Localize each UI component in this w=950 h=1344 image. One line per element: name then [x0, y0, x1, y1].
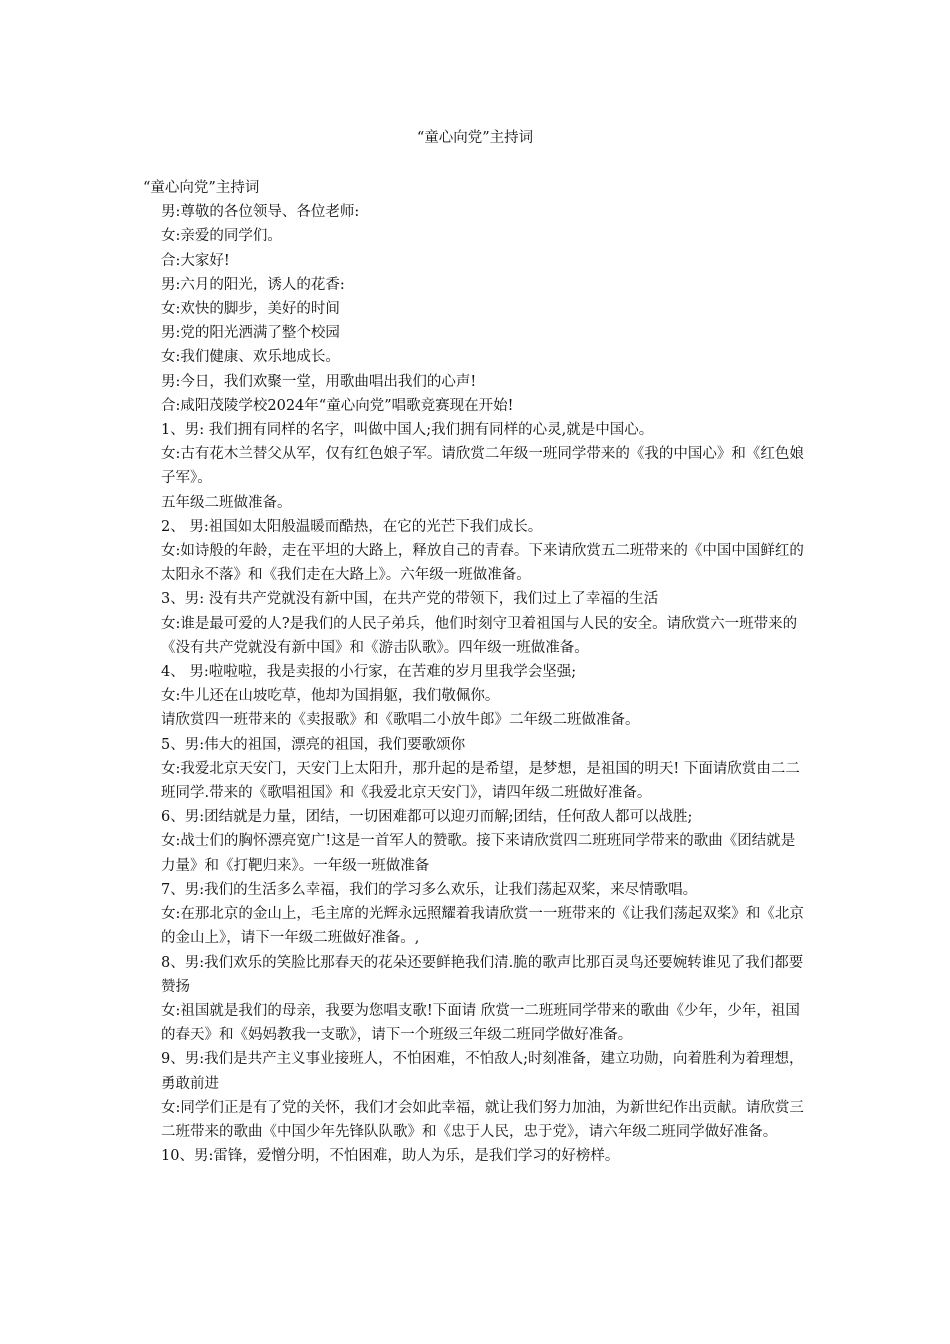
paragraph: 女:亲爱的同学们。: [161, 228, 282, 245]
paragraph: 9、男:我们是共产主义事业接班人，不怕困难，不怕敌人;时刻准备，建立功勋，向着胜利为着理想，勇敢前进: [161, 1051, 804, 1092]
paragraph: 女:我爱北京天安门，天安门上太阳升，那升起的是希望，是梦想，是祖国的明天! 下面请欣赏由二二班同学.带来的《歌唱祖国》和《我爱北京天安门》，请四年级二班做好准备。: [161, 760, 800, 802]
paragraph: 女:在那北京的金山上，毛主席的光辉永远照耀着我请欣赏一一班带来的《让我们荡起双桨》和《北京的金山上》，请下一年级二班做好准备。,: [161, 906, 804, 947]
paragraph: 女:古有花木兰替父从军，仅有红色娘子军。请欣赏二年级一班同学带来的《我的中国心》和《红色娘子军》。: [161, 446, 804, 487]
document-body: [143, 176, 809, 1168]
paragraph: 男:今日，我们欢聚一堂，用歌曲唱出我们的心声!: [161, 373, 477, 390]
document-title: “童心向党”主持词: [416, 130, 534, 146]
paragraph: 女:同学们正是有了党的关怀，我们才会如此幸福，就让我们努力加油，为新世纪作出贡献。请欣赏三二班带来的歌曲《中国少年先锋队队歌》和《忠于人民，忠于党》，请六年级二班同学做好准备。: [161, 1099, 804, 1140]
paragraph: 合:大家好!: [161, 252, 230, 269]
paragraph: 6、男:团结就是力量，团结，一切困难都可以迎刃而解;团结，任何敌人都可以战胜;: [161, 809, 693, 826]
paragraph: 女:战士们的胸怀漂亮宽广!这是一首军人的赞歌。接下来请欣赏四二班班同学带来的歌曲《团结就是力量》和《打靶归来》。一年级一班做准备: [161, 833, 796, 874]
paragraph: 女:欢快的脚步，美好的时间: [161, 301, 340, 318]
paragraph: 2、 男:祖国如太阳般温暖而酷热，在它的光芒下我们成长。: [161, 518, 543, 535]
paragraph: 5、男:伟大的祖国，漂亮的祖国，我们要歌颂你: [161, 736, 466, 753]
paragraph: 1、男: 我们拥有同样的名字，叫做中国人;我们拥有同样的心灵,就是中国心。: [161, 422, 654, 439]
paragraph: 3、男: 没有共产党就没有新中国，在共产党的带领下，我们过上了幸福的生活: [161, 591, 659, 608]
paragraph: 女:我们健康、欢乐地成长。: [161, 349, 340, 366]
paragraph: 女:牛儿还在山坡吃草，他却为国捐躯，我们敬佩你。: [161, 688, 500, 705]
paragraph: 7、男:我们的生活多么幸福，我们的学习多么欢乐，让我们荡起双桨，来尽情歌唱。: [161, 881, 698, 898]
paragraph: 女:谁是最可爱的人?是我们的人民子弟兵，他们时刻守卫着祖国与人民的安全。请欣赏六一班带来的《没有共产党就没有新中国》和《游击队歌》。四年级一班做准备。: [161, 615, 798, 656]
paragraph: 男:党的阳光洒满了整个校园: [161, 325, 340, 342]
paragraph: 10、男:雷锋，爱憎分明，不怕困难，助人为乐，是我们学习的好榜样。: [161, 1148, 620, 1165]
paragraph: 8、男:我们欢乐的笑脸比那春天的花朵还要鲜艳我们清.脆的歌声比那百灵鸟还要婉转谁见了我们都要赞扬: [161, 954, 804, 995]
paragraph: 男:六月的阳光，诱人的花香:: [161, 276, 345, 293]
paragraph: 男:尊敬的各位领导、各位老师:: [161, 204, 360, 221]
paragraph: 女:祖国就是我们的母亲，我要为您唱支歌!下面请 欣赏一二班班同学带来的歌曲《少年，少年，祖国的春天》和《妈妈教我一支歌》，请下一个班级三年级二班同学做好准备。: [161, 1002, 800, 1044]
paragraph: 女:如诗般的年龄，走在平坦的大路上，释放自己的青春。下来请欣赏五二班带来的《中国中国鲜红的太阳永不落》和《我们走在大路上》。六年级一班做准备。: [161, 543, 804, 584]
paragraph: 五年级二班做准备。: [161, 494, 292, 511]
paragraph: 合:咸阳茂陵学校2024年“童心向党”唱歌竞赛现在开始!: [161, 397, 514, 414]
paragraph: 4、 男:啦啦啦，我是卖报的小行家，在苦难的岁月里我学会坚强;: [161, 664, 577, 681]
paragraph: “童心向党”主持词: [143, 180, 260, 196]
paragraph: 请欣赏四一班带来的《卖报歌》和《歌唱二小放牛郎》二年级二班做准备。: [161, 712, 640, 729]
